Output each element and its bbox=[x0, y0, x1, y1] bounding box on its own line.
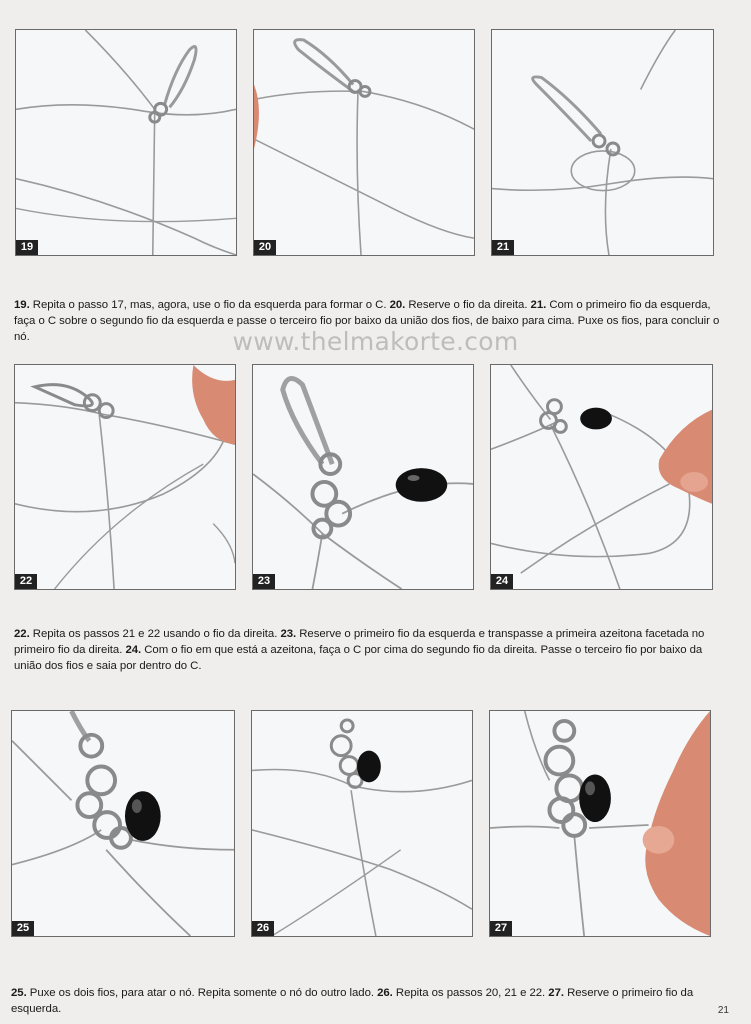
step-number: 25 bbox=[12, 921, 34, 936]
knot-illustration bbox=[254, 30, 474, 255]
step-number: 21 bbox=[492, 240, 514, 255]
black-bead bbox=[580, 408, 612, 430]
step-photo-19 bbox=[15, 29, 237, 256]
step-photo-20 bbox=[253, 29, 475, 256]
knot-illustration bbox=[12, 711, 234, 936]
caption-steps-19-21: 19. Repita o passo 17, mas, agora, use o fio da esquerda para formar o C. 20. Reserve o fio da direita. 21. Com o primeiro fio da esquerda, faça o C sobre o segundo fio da esquerda e passe o terceiro fio por baixo da união dos fios, de baixo para cima. Puxe os fios, para concluir o nó. bbox=[14, 299, 720, 343]
hand bbox=[659, 410, 712, 504]
step-photo-26 bbox=[251, 710, 473, 937]
step-number: 27 bbox=[490, 921, 512, 936]
black-bead bbox=[357, 751, 381, 783]
caption-steps-22-24: 22. Repita os passos 21 e 22 usando o fio da direita. 23. Reserve o primeiro fio da esquerda e transpasse a primeira azeitona facetada no primeiro fio da direita. 24. Com o fio em que está a azeitona, faça o C por cima do segundo fio da direita. Passe o terceiro fio por baixo da união dos fios e saia por dentro do C. bbox=[14, 628, 705, 672]
hand bbox=[645, 711, 710, 936]
knot-illustration bbox=[253, 365, 473, 589]
knot-illustration bbox=[492, 30, 713, 255]
website-watermark: www.thelmakorte.com bbox=[232, 327, 519, 356]
step-number: 20 bbox=[254, 240, 276, 255]
black-bead bbox=[396, 468, 448, 502]
page-number: 21 bbox=[717, 1005, 729, 1016]
step-number: 22 bbox=[15, 574, 37, 589]
step-number: 24 bbox=[491, 574, 513, 589]
black-bead bbox=[125, 791, 161, 841]
step-number: 26 bbox=[252, 921, 274, 936]
knot-illustration bbox=[15, 365, 235, 589]
step-photo-21 bbox=[491, 29, 714, 256]
black-bead bbox=[579, 774, 611, 822]
knot-illustration bbox=[491, 365, 712, 589]
step-photo-27 bbox=[489, 710, 711, 937]
knot-illustration bbox=[490, 711, 710, 936]
knot-illustration bbox=[252, 711, 472, 936]
step-photo-24 bbox=[490, 364, 713, 590]
step-photo-23 bbox=[252, 364, 474, 590]
caption-steps-25-27: 25. Puxe os dois fios, para atar o nó. Repita somente o nó do outro lado. 26. Repita os passos 20, 21 e 22. 27. Reserve o primeiro fio da esquerda. bbox=[11, 987, 694, 1015]
step-photo-22 bbox=[14, 364, 236, 590]
hand bbox=[192, 365, 235, 444]
knot-illustration bbox=[16, 30, 236, 255]
step-number: 23 bbox=[253, 574, 275, 589]
step-photo-25 bbox=[11, 710, 235, 937]
step-number: 19 bbox=[16, 240, 38, 255]
